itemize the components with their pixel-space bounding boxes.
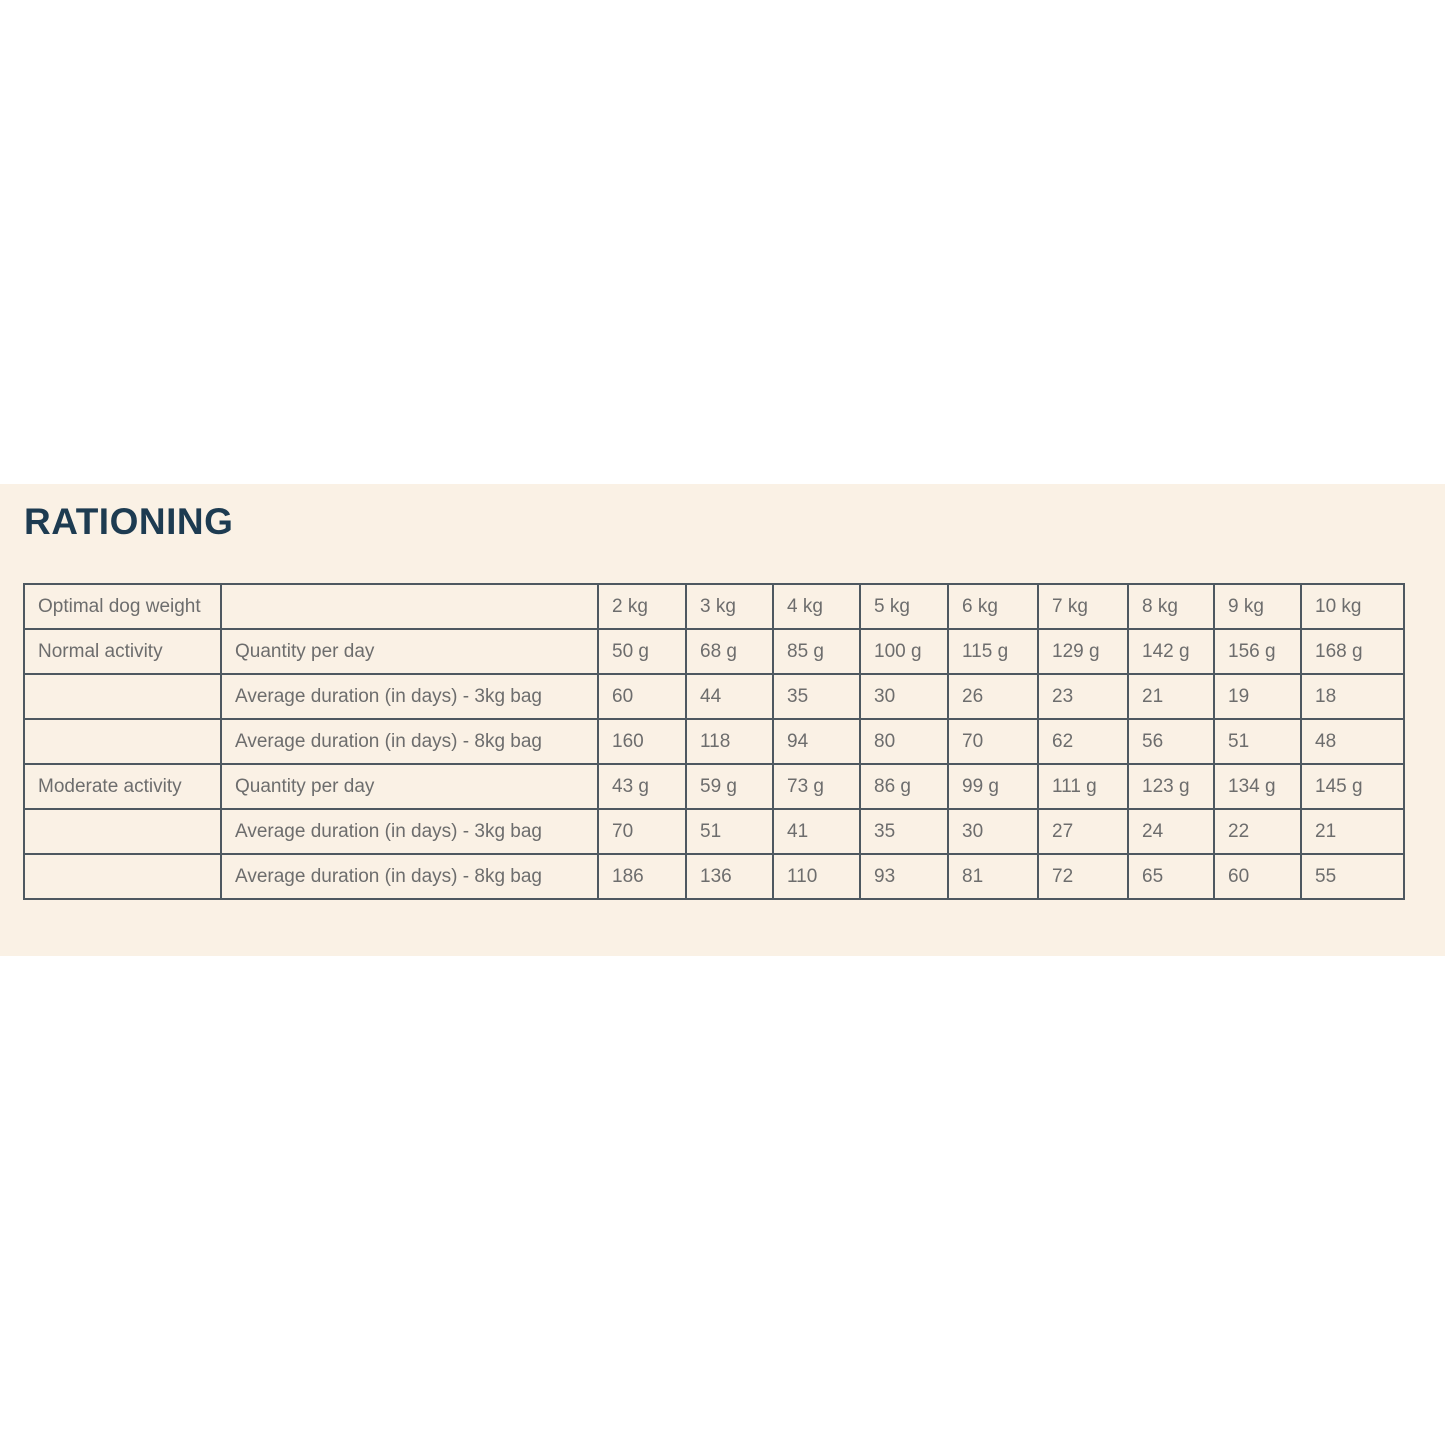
value-cell: 99 g bbox=[948, 764, 1038, 809]
value-cell: 81 bbox=[948, 854, 1038, 899]
value-cell: 111 g bbox=[1038, 764, 1128, 809]
table-row bbox=[24, 854, 1404, 899]
table-row bbox=[24, 809, 1404, 854]
weight-cell: 6 kg bbox=[948, 584, 1038, 629]
value-cell: 18 bbox=[1301, 674, 1404, 719]
section-title: RATIONING bbox=[24, 501, 234, 542]
value-cell: 110 bbox=[773, 854, 860, 899]
value-cell: 70 bbox=[598, 809, 686, 854]
value-cell: 136 bbox=[686, 854, 773, 899]
rationing-table bbox=[23, 583, 1405, 900]
row-label: Average duration (in days) - 3kg bag bbox=[221, 674, 598, 719]
rationing-section bbox=[0, 484, 1445, 956]
value-cell: 156 g bbox=[1214, 629, 1301, 674]
value-cell: 100 g bbox=[860, 629, 948, 674]
value-cell: 72 bbox=[1038, 854, 1128, 899]
weight-header-label: Optimal dog weight bbox=[24, 584, 221, 629]
weight-cell: 7 kg bbox=[1038, 584, 1128, 629]
value-cell: 21 bbox=[1128, 674, 1214, 719]
value-cell: 160 bbox=[598, 719, 686, 764]
value-cell: 26 bbox=[948, 674, 1038, 719]
value-cell: 62 bbox=[1038, 719, 1128, 764]
value-cell: 55 bbox=[1301, 854, 1404, 899]
value-cell: 59 g bbox=[686, 764, 773, 809]
value-cell: 30 bbox=[860, 674, 948, 719]
value-cell: 70 bbox=[948, 719, 1038, 764]
empty-cell bbox=[24, 809, 221, 854]
value-cell: 115 g bbox=[948, 629, 1038, 674]
weight-cell: 5 kg bbox=[860, 584, 948, 629]
value-cell: 19 bbox=[1214, 674, 1301, 719]
weight-cell: 10 kg bbox=[1301, 584, 1404, 629]
value-cell: 129 g bbox=[1038, 629, 1128, 674]
activity-label: Normal activity bbox=[24, 629, 221, 674]
row-label: Average duration (in days) - 8kg bag bbox=[221, 854, 598, 899]
value-cell: 30 bbox=[948, 809, 1038, 854]
table-row bbox=[24, 764, 1404, 809]
value-cell: 22 bbox=[1214, 809, 1301, 854]
table-row bbox=[24, 719, 1404, 764]
value-cell: 86 g bbox=[860, 764, 948, 809]
row-label: Quantity per day bbox=[221, 629, 598, 674]
value-cell: 44 bbox=[686, 674, 773, 719]
value-cell: 186 bbox=[598, 854, 686, 899]
value-cell: 48 bbox=[1301, 719, 1404, 764]
empty-cell bbox=[24, 719, 221, 764]
table-row bbox=[24, 674, 1404, 719]
value-cell: 134 g bbox=[1214, 764, 1301, 809]
value-cell: 93 bbox=[860, 854, 948, 899]
value-cell: 65 bbox=[1128, 854, 1214, 899]
value-cell: 43 g bbox=[598, 764, 686, 809]
table-row bbox=[24, 629, 1404, 674]
activity-label: Moderate activity bbox=[24, 764, 221, 809]
value-cell: 94 bbox=[773, 719, 860, 764]
value-cell: 56 bbox=[1128, 719, 1214, 764]
value-cell: 123 g bbox=[1128, 764, 1214, 809]
empty-cell bbox=[24, 674, 221, 719]
value-cell: 85 g bbox=[773, 629, 860, 674]
value-cell: 35 bbox=[773, 674, 860, 719]
weight-cell: 9 kg bbox=[1214, 584, 1301, 629]
row-label: Quantity per day bbox=[221, 764, 598, 809]
value-cell: 80 bbox=[860, 719, 948, 764]
empty-cell bbox=[221, 584, 598, 629]
value-cell: 68 g bbox=[686, 629, 773, 674]
weight-cell: 8 kg bbox=[1128, 584, 1214, 629]
value-cell: 60 bbox=[1214, 854, 1301, 899]
weight-cell: 2 kg bbox=[598, 584, 686, 629]
row-label: Average duration (in days) - 8kg bag bbox=[221, 719, 598, 764]
weight-cell: 3 kg bbox=[686, 584, 773, 629]
value-cell: 23 bbox=[1038, 674, 1128, 719]
value-cell: 41 bbox=[773, 809, 860, 854]
value-cell: 168 g bbox=[1301, 629, 1404, 674]
value-cell: 35 bbox=[860, 809, 948, 854]
weight-header-row bbox=[24, 584, 1404, 629]
weight-cell: 4 kg bbox=[773, 584, 860, 629]
value-cell: 24 bbox=[1128, 809, 1214, 854]
value-cell: 118 bbox=[686, 719, 773, 764]
row-label: Average duration (in days) - 3kg bag bbox=[221, 809, 598, 854]
value-cell: 60 bbox=[598, 674, 686, 719]
value-cell: 142 g bbox=[1128, 629, 1214, 674]
value-cell: 145 g bbox=[1301, 764, 1404, 809]
value-cell: 73 g bbox=[773, 764, 860, 809]
value-cell: 51 bbox=[1214, 719, 1301, 764]
value-cell: 27 bbox=[1038, 809, 1128, 854]
value-cell: 50 g bbox=[598, 629, 686, 674]
empty-cell bbox=[24, 854, 221, 899]
value-cell: 51 bbox=[686, 809, 773, 854]
value-cell: 21 bbox=[1301, 809, 1404, 854]
